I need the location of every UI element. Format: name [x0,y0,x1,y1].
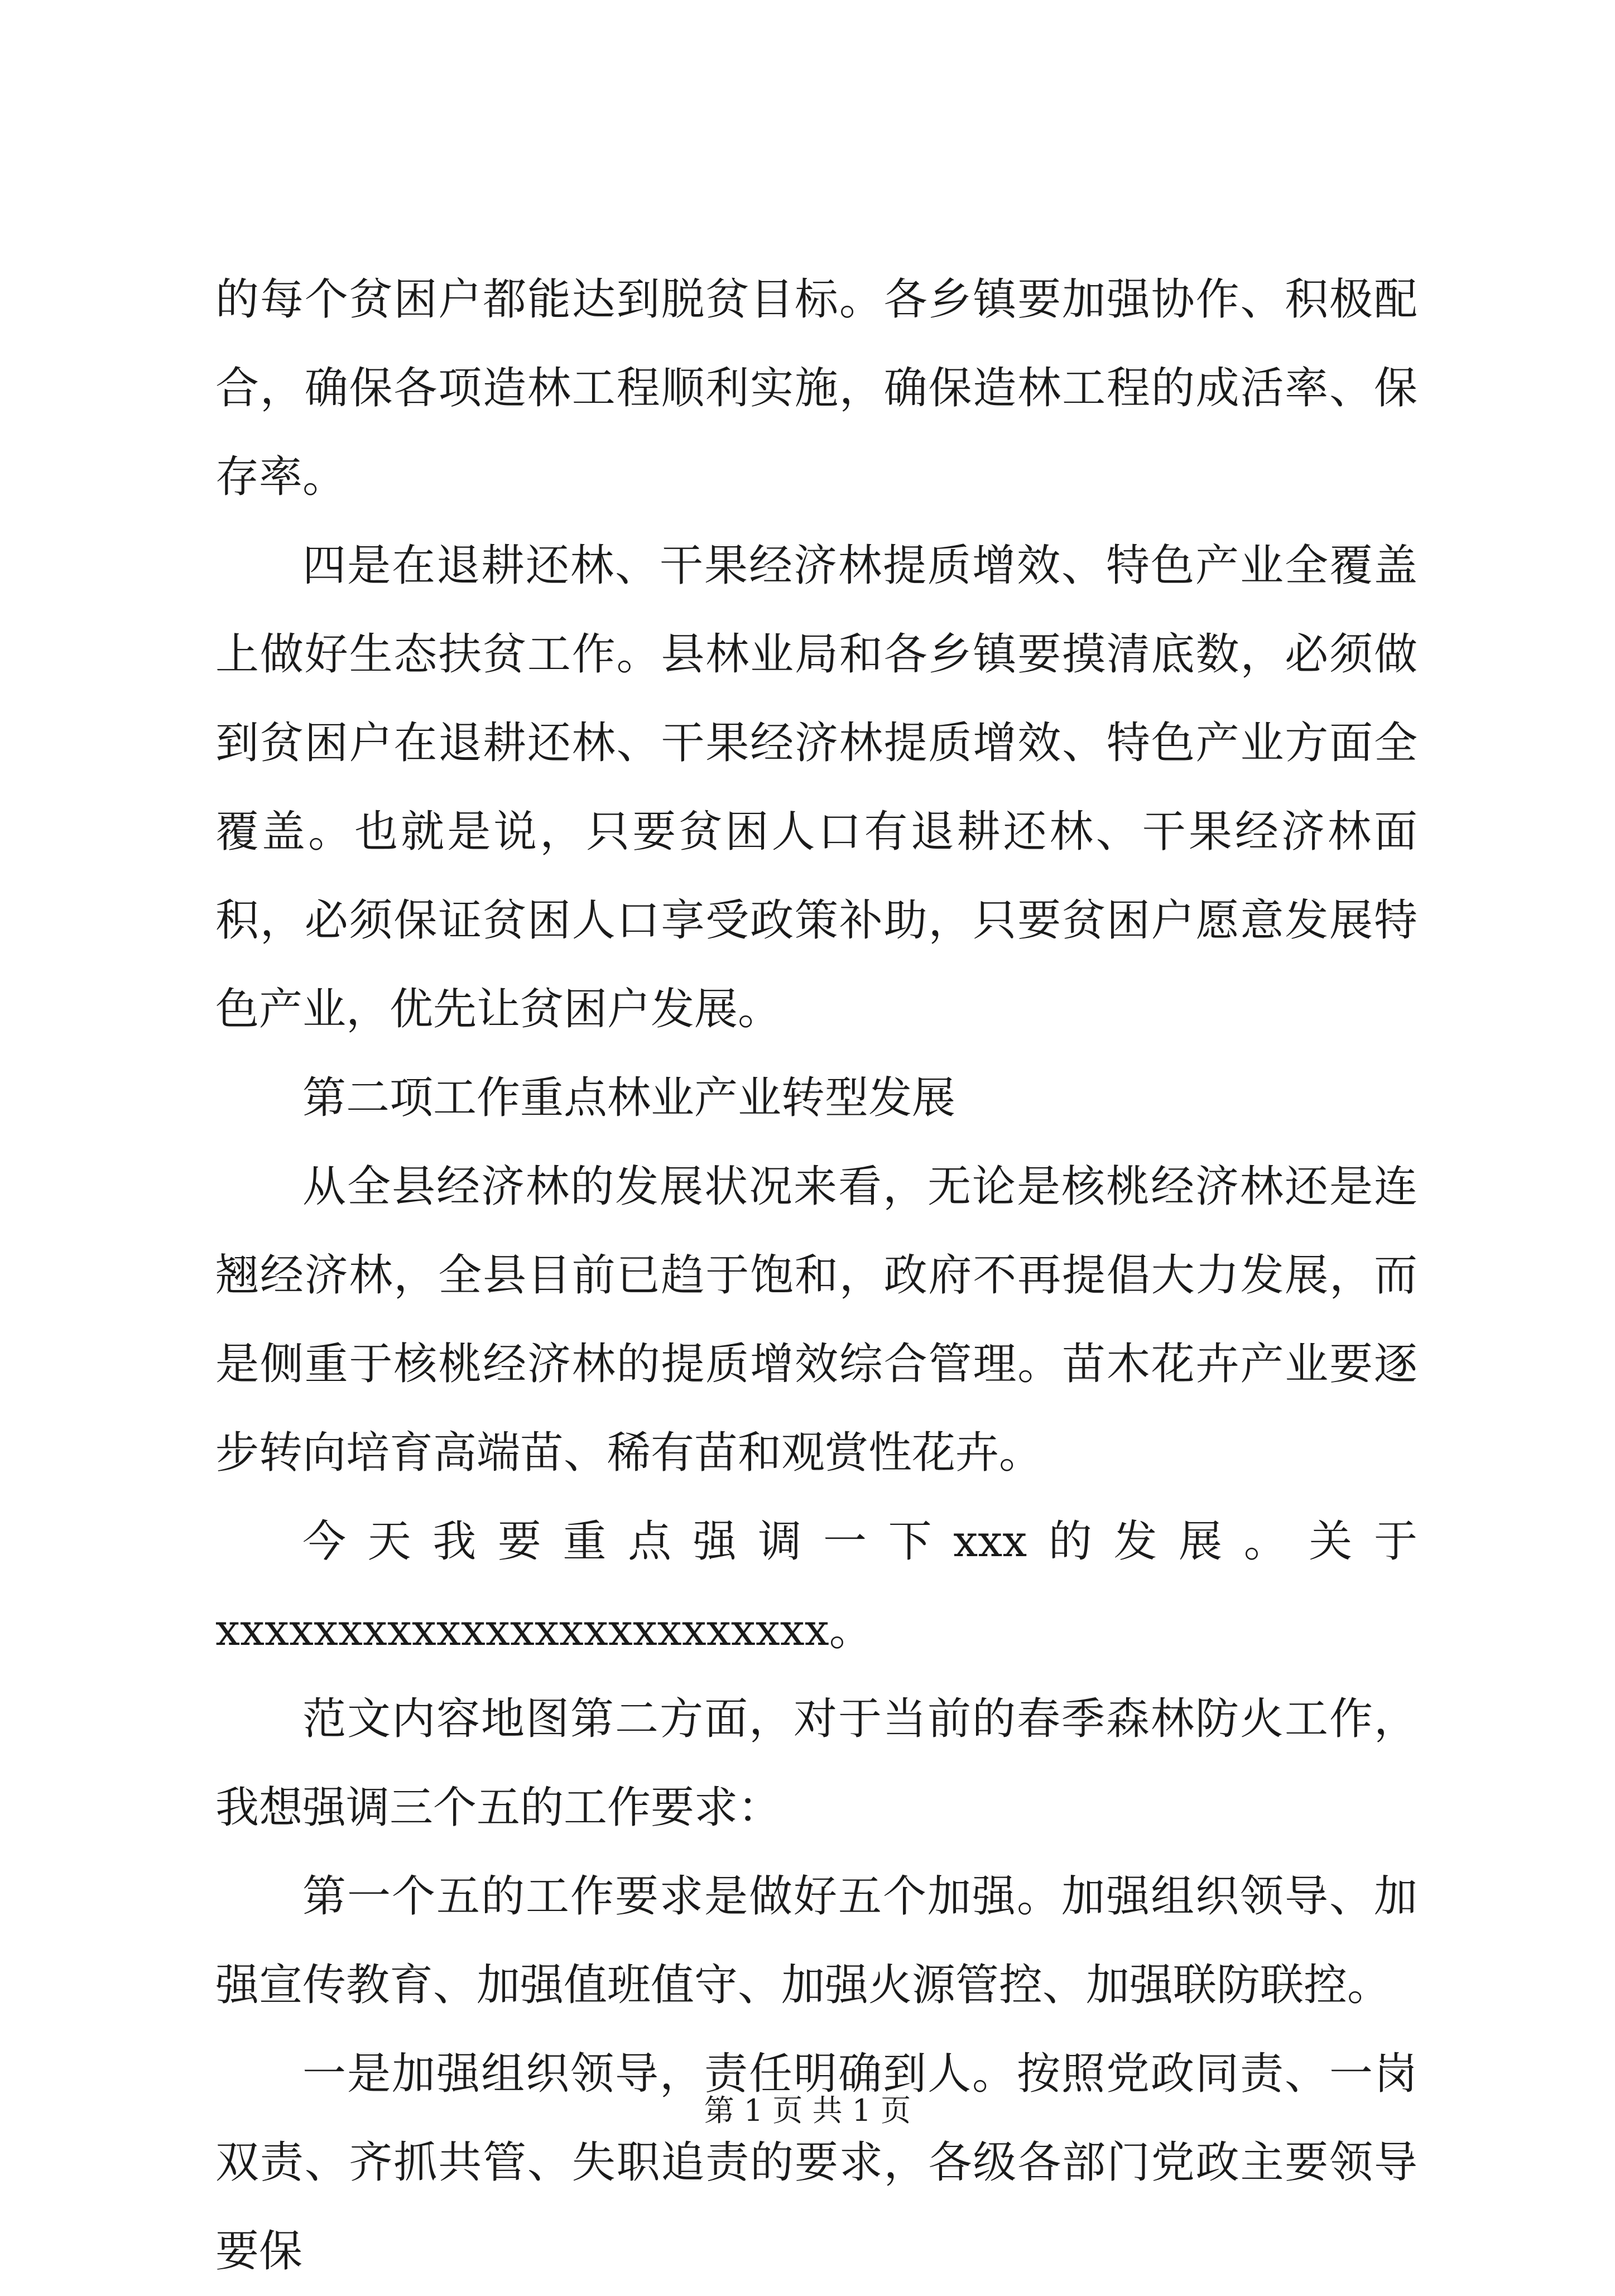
paragraph: 今天我要重点强调一下xxx的发展。关于 [302,1517,1417,1567]
paragraph: 第一个五的工作要求是做好五个加强。加强组织领导、加强宣传教育、加强值班值守、加强火源管控、加强联防联控。 [215,1871,1417,2010]
paragraph: 四是在退耕还林、干果经济林提质增效、特色产业全覆盖上做好生态扶贫工作。县林业局和各乡镇要摸清底数，必须做到贫困户在退耕还林、干果经济林提质增效、特色产业方面全覆盖。也就是说，只要贫困人口有退耕还林、干果经济林面积，必须保证贫困人口享受政策补助，只要贫困户愿意发展特色产业，优先让贫困户发展。 [215,541,1417,1034]
document-body [215,256,1417,2296]
paragraph: xxxxxxxxxxxxxxxxxxxxxxxxx。 [215,1605,873,1655]
paragraph: 的每个贫困户都能达到脱贫目标。各乡镇要加强协作、积极配合，确保各项造林工程顺利实施，确保造林工程的成活率、保存率。 [215,275,1417,502]
section-heading: 第二项工作重点林业产业转型发展 [302,1073,956,1123]
paragraph: 范文内容地图第二方面，对于当前的春季森林防火工作，我想强调三个五的工作要求： [215,1694,1417,1833]
page-footer: 第 1 页 共 1 页 [704,2093,911,2128]
paragraph: 一是加强组织领导，责任明确到人。按照党政同责、一岗双责、齐抓共管、失职追责的要求，各级各部门党政主要领导要保 [215,2049,1417,2276]
paragraph: 从全县经济林的发展状况来看，无论是核桃经济林还是连翘经济林，全县目前已趋于饱和，政府不再提倡大力发展，而是侧重于核桃经济林的提质增效综合管理。苗木花卉产业要逐步转向培育高端苗、稀有苗和观赏性花卉。 [215,1162,1417,1478]
